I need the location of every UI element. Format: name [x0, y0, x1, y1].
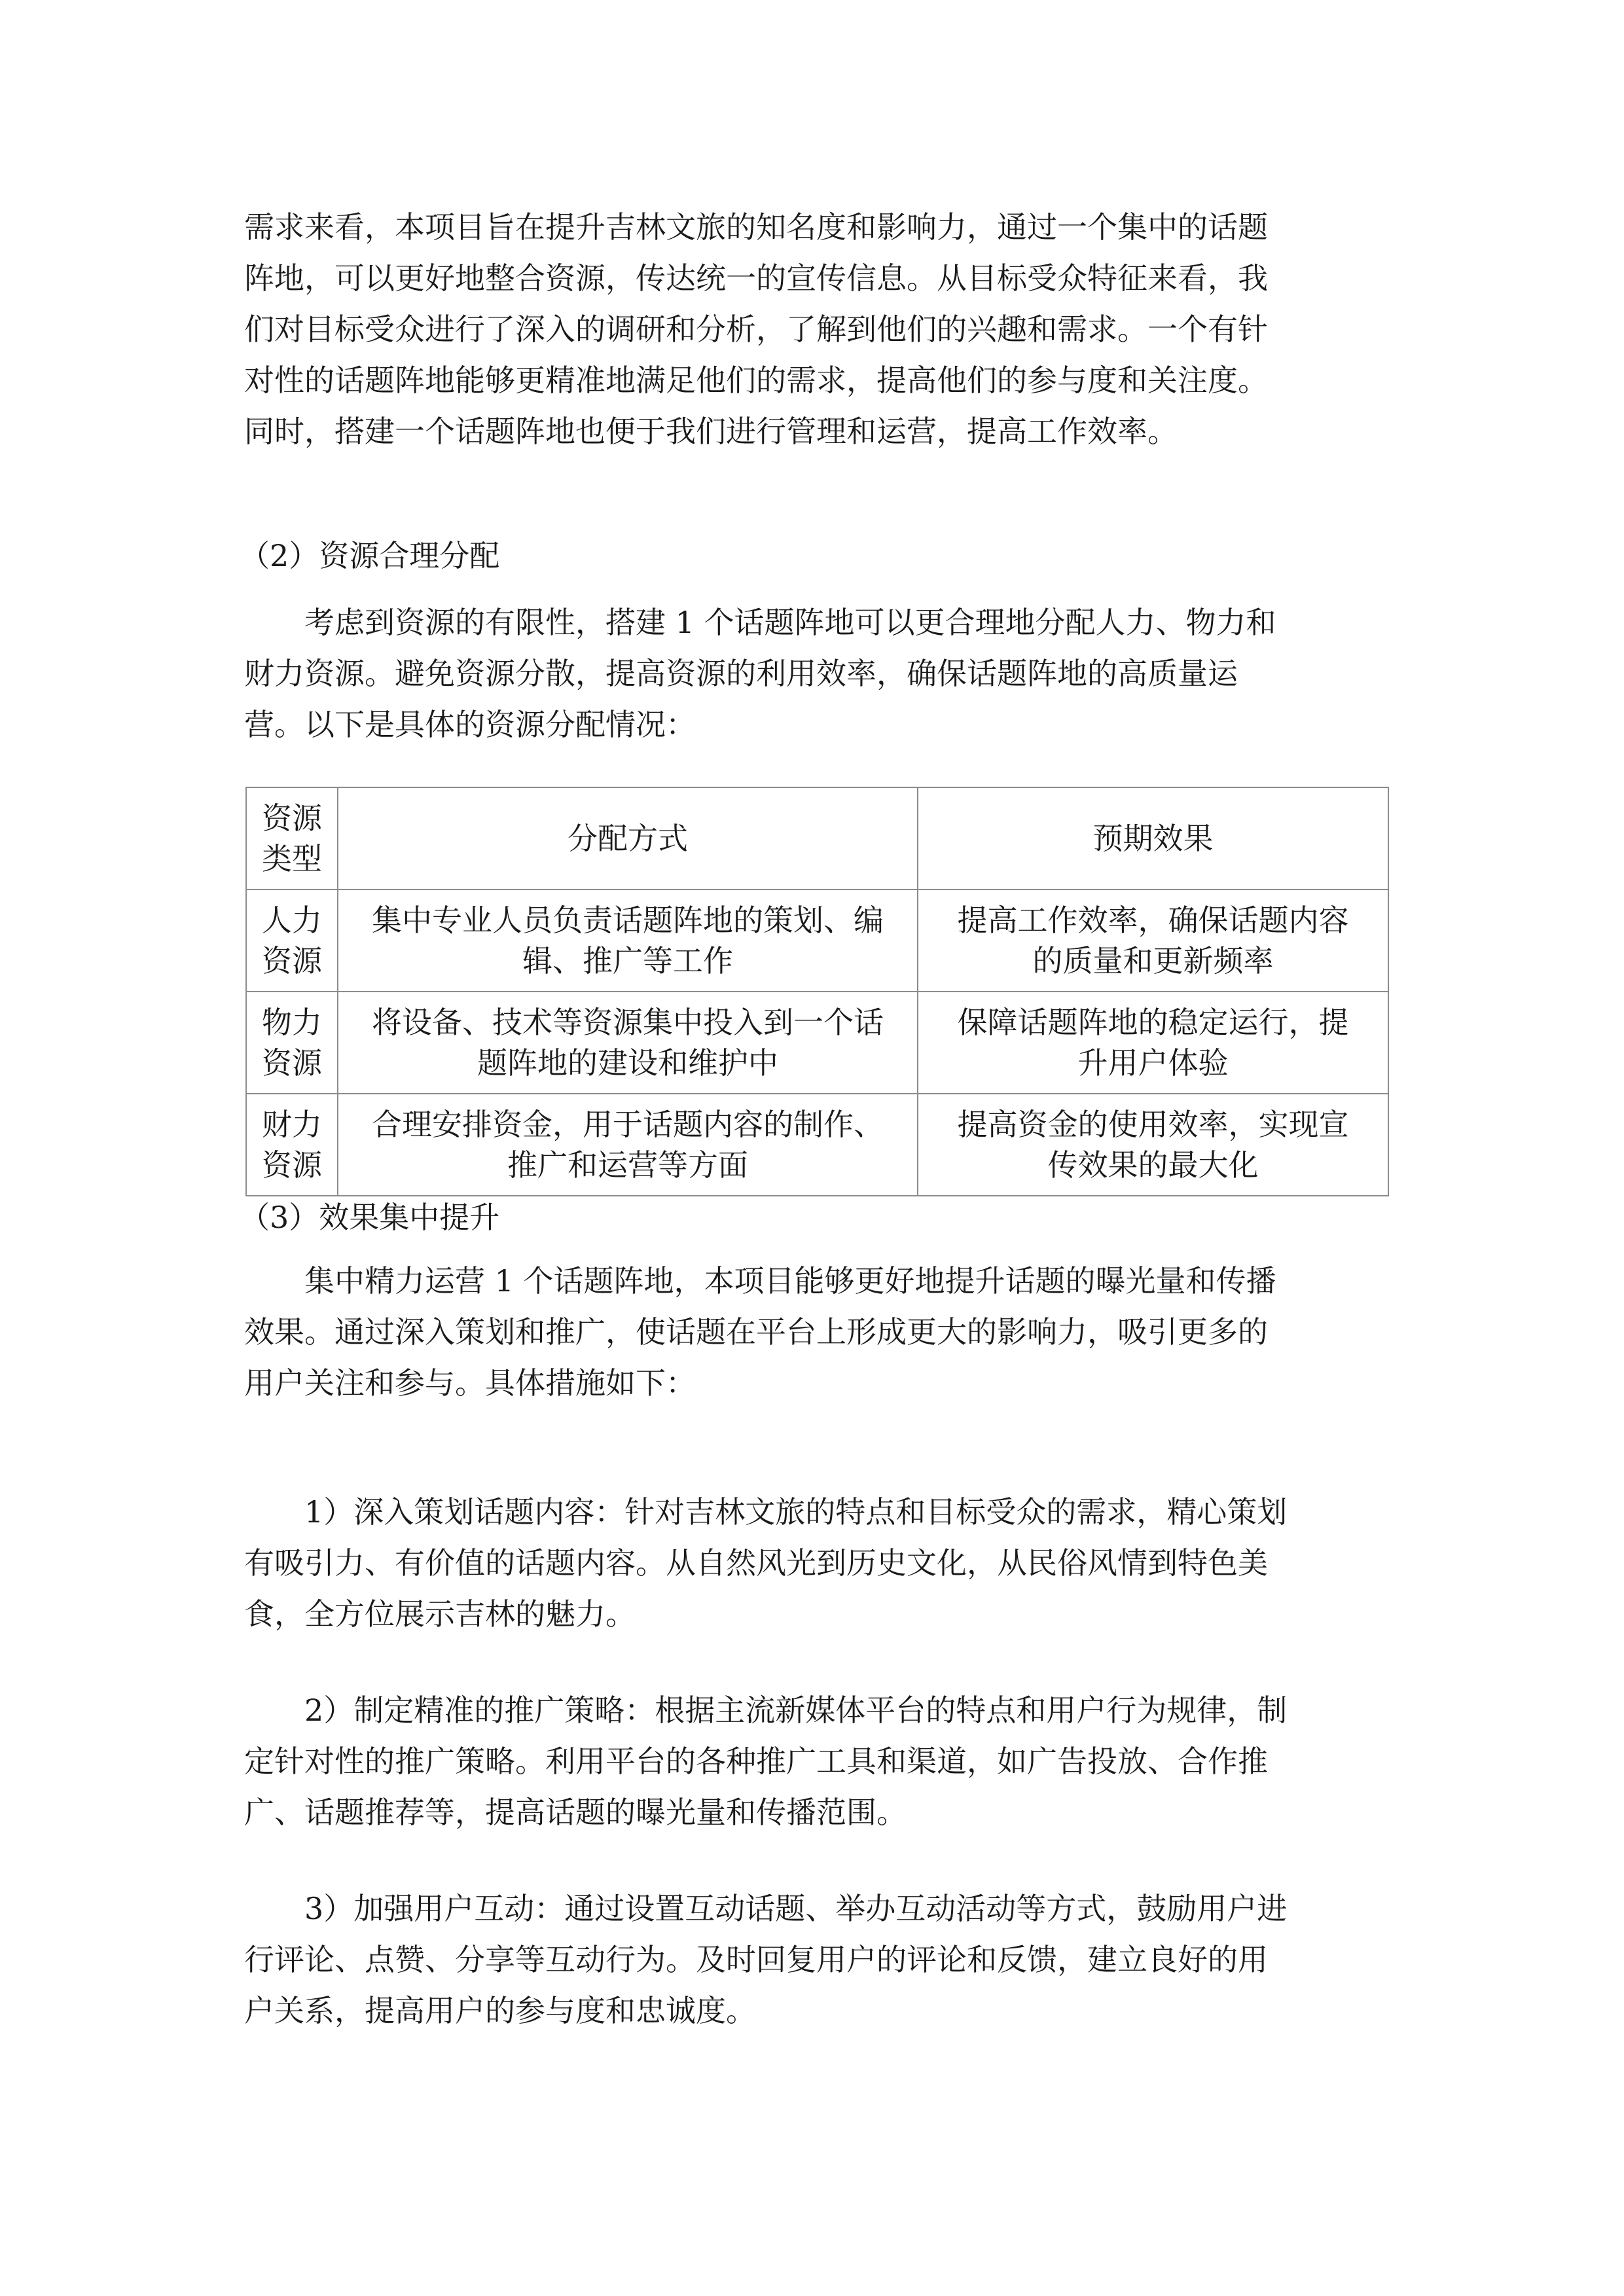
method-line: 辑、推广等工作 [522, 943, 733, 978]
method-cell [338, 889, 918, 992]
measure-line: 食，全方位展示吉林的魅力。 [244, 1596, 636, 1632]
measure-line: 有吸引力、有价值的话题内容。从自然风光到历史文化，从民俗风情到特色美 [244, 1545, 1268, 1581]
effect-line: 提高工作效率，确保话题内容 [957, 903, 1349, 938]
intro-line: 同时，搭建一个话题阵地也便于我们进行管理和运营，提高工作效率。 [244, 414, 1178, 449]
section-2-paragraph [244, 597, 1390, 750]
measure-2-paragraph [244, 1685, 1390, 1838]
measure-line: 3）加强用户互动：通过设置互动话题、举办互动活动等方式，鼓励用户进 [244, 1891, 1288, 1926]
effect-cell [918, 1094, 1388, 1196]
method-line: 集中专业人员负责话题阵地的策划、编 [372, 903, 884, 938]
section-3-line: 集中精力运营 1 个话题阵地，本项目能够更好地提升话题的曝光量和传播 [244, 1263, 1276, 1299]
effect-cell [918, 889, 1388, 992]
measure-line: 2）制定精准的推广策略：根据主流新媒体平台的特点和用户行为规律，制 [244, 1693, 1288, 1728]
type-line: 资源 [262, 1045, 322, 1081]
method-line: 题阵地的建设和维护中 [477, 1045, 778, 1081]
table-row [246, 889, 1388, 992]
type-line: 财力 [262, 1107, 322, 1142]
intro-line: 对性的话题阵地能够更精准地满足他们的需求，提高他们的参与度和关注度。 [244, 363, 1268, 398]
effect-line: 传效果的最大化 [1047, 1147, 1259, 1183]
section-2-line: 营。以下是具体的资源分配情况： [244, 707, 696, 742]
type-line: 资源 [262, 943, 322, 978]
section-2-line: 财力资源。避免资源分散，提高资源的利用效率，确保话题阵地的高质量运 [244, 656, 1238, 691]
measure-line: 定针对性的推广策略。利用平台的各种推广工具和渠道，如广告投放、合作推 [244, 1744, 1268, 1779]
effect-line: 保障话题阵地的稳定运行，提 [957, 1005, 1349, 1040]
type-line: 资源 [262, 1147, 322, 1183]
header-type-cell [246, 787, 338, 889]
section-3-line: 效果。通过深入策划和推广，使话题在平台上形成更大的影响力，吸引更多的 [244, 1314, 1268, 1350]
measure-line: 户关系，提高用户的参与度和忠诚度。 [244, 1993, 756, 2028]
header-method-cell: 分配方式 [338, 787, 918, 889]
section-2-heading: （2）资源合理分配 [240, 538, 500, 573]
section-2-line: 考虑到资源的有限性，搭建 1 个话题阵地可以更合理地分配人力、物力和 [244, 605, 1276, 640]
method-line: 推广和运营等方面 [507, 1147, 748, 1183]
header-effect-cell: 预期效果 [918, 787, 1388, 889]
measure-line: 行评论、点赞、分享等互动行为。及时回复用户的评论和反馈，建立良好的用 [244, 1942, 1268, 1977]
resource-allocation-table [245, 787, 1389, 1196]
effect-cell [918, 992, 1388, 1094]
section-3-line: 用户关注和参与。具体措施如下： [244, 1365, 696, 1401]
effect-line: 提高资金的使用效率，实现宣 [957, 1107, 1349, 1142]
measure-line: 广、话题推荐等，提高话题的曝光量和传播范围。 [244, 1795, 907, 1830]
method-cell [338, 992, 918, 1094]
type-line: 物力 [262, 1005, 322, 1040]
measure-1-paragraph [244, 1486, 1390, 1640]
type-cell [246, 1094, 338, 1196]
intro-line: 们对目标受众进行了深入的调研和分析，了解到他们的兴趣和需求。一个有针 [244, 312, 1268, 347]
section-3-paragraph [244, 1255, 1390, 1408]
effect-line: 的质量和更新频率 [1032, 943, 1274, 978]
effect-line: 升用户体验 [1077, 1045, 1229, 1081]
type-line: 人力 [262, 903, 322, 938]
measure-3-paragraph [244, 1883, 1390, 2036]
section-3-heading: （3）效果集中提升 [240, 1200, 500, 1235]
method-line: 将设备、技术等资源集中投入到一个话 [372, 1005, 884, 1040]
type-cell [246, 992, 338, 1094]
method-cell [338, 1094, 918, 1196]
type-cell [246, 889, 338, 992]
method-line: 合理安排资金，用于话题内容的制作、 [372, 1107, 884, 1142]
header-type-line: 资源 [262, 800, 322, 836]
header-type-line: 类型 [262, 841, 322, 876]
table-header-row [246, 787, 1388, 889]
table-row [246, 992, 1388, 1094]
measure-line: 1）深入策划话题内容：针对吉林文旅的特点和目标受众的需求，精心策划 [244, 1494, 1288, 1530]
intro-line: 阵地，可以更好地整合资源，传达统一的宣传信息。从目标受众特征来看，我 [244, 260, 1268, 296]
intro-paragraph [244, 202, 1390, 457]
intro-line: 需求来看，本项目旨在提升吉林文旅的知名度和影响力，通过一个集中的话题 [244, 209, 1268, 245]
table-row [246, 1094, 1388, 1196]
